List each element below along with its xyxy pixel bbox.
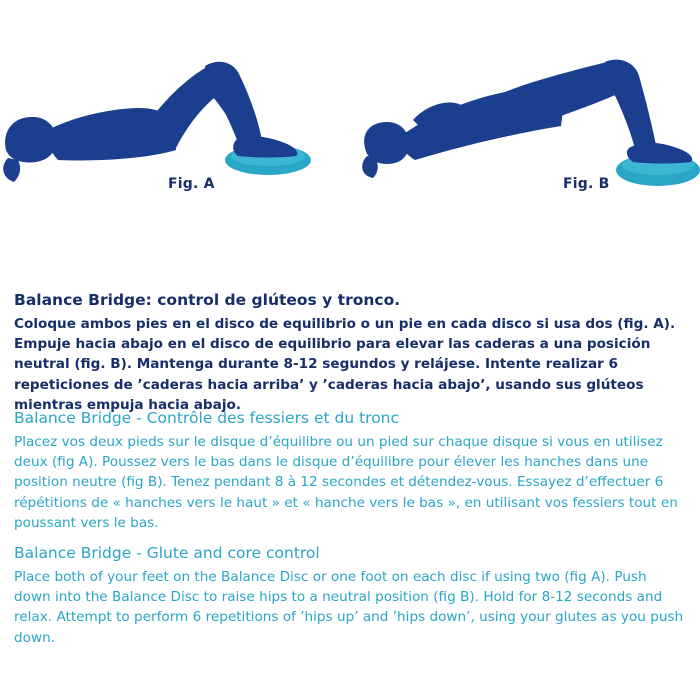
spanish-instructions	[14, 290, 686, 415]
woman-bridge-illustration	[355, 0, 700, 215]
french-title: Balance Bridge - Contrôle des fessiers et du tronc	[14, 409, 400, 427]
spanish-title: Balance Bridge: control de glúteos y tronco.	[14, 291, 401, 309]
french-body: Placez vos deux pieds sur le disque d’équilibre ou un pied sur chaque disque si vous en utilisez deux (fig A). Poussez vers le bas dans le disque d’équilibre pour élever les hanches dans une position neutre (fig B). Tenez pendant 8 à 12 secondes et détendez-vous. Essayez d’effectuer 6 répétitions de « hanches vers le haut » et « hanche vers le bas », en utilisant vos fessiers tout en poussant vers le bas.	[14, 434, 678, 531]
english-title: Balance Bridge - Glute and core control	[14, 544, 320, 562]
woman-figure	[362, 60, 692, 178]
fig-b-label: Fig. B	[563, 176, 610, 192]
french-instructions	[14, 408, 686, 533]
english-instructions	[14, 543, 686, 648]
english-body: Place both of your feet on the Balance Disc or one foot on each disc if using two (fig A). Push down into the Balance Disc to raise hips to a neutral position (fig B). Hold for 8-12 seconds and relax. Attempt to perform 6 repetitions of ’hips up’ and ’hips down’, using your glutes as you push down.	[14, 569, 684, 646]
spanish-body: Coloque ambos pies en el disco de equilibrio o un pie en cada disco si usa dos (fig. A). Empuje hacia abajo en el disco de equilibrio para elevar las caderas a una posición neutral (fig. B). Mantenga durante 8-12 segundos y relájese. Intente realizar 6 repeticiones de ’caderas hacia arriba’ y ’caderas hacia abajo’, usando sus glúteos mientras empuja hacia abajo.	[14, 316, 676, 413]
fig-a-label: Fig. A	[168, 176, 215, 192]
figure-b	[355, 0, 700, 215]
